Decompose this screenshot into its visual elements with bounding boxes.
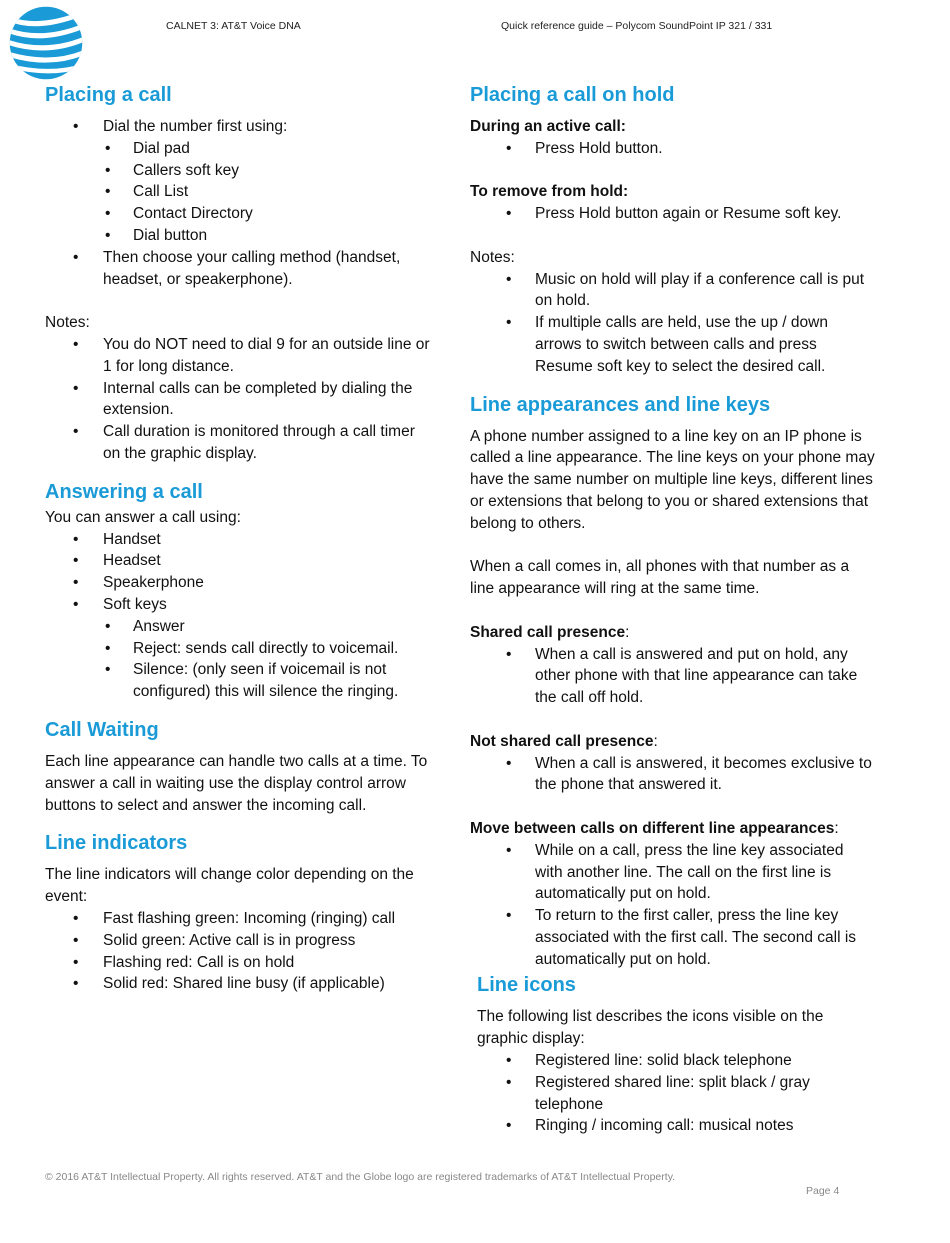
section-call-waiting — [45, 717, 430, 816]
list-item: • Soft keys — [45, 594, 430, 616]
shared-presence-label — [470, 622, 875, 644]
list-item: • Ringing / incoming call: musical notes — [470, 1115, 875, 1137]
section-line-indicators — [45, 830, 430, 995]
indicators-intro: The line indicators will change color depending on the event: — [45, 866, 414, 906]
list-item: • When a call is answered, it becomes exclusive to the phone that answered it. — [470, 753, 875, 797]
header-title: CALNET 3: AT&T Voice DNA — [166, 20, 301, 32]
notes-label: Notes: — [470, 248, 515, 266]
appearances-paragraph-2: When a call comes in, all phones with that number as a line appearance will ring at the same time. — [470, 558, 850, 598]
colon: : — [834, 819, 839, 837]
list-item: • Solid green: Active call is in progress — [45, 930, 430, 952]
not-shared-presence-title: Not shared call presence — [470, 732, 654, 750]
soft-key-options — [45, 616, 430, 703]
list-item: • Dial button — [45, 225, 430, 247]
placing-steps — [45, 116, 430, 138]
list-item: • To return to the first caller, press the line key associated with the first call. The second call is automatically put on hold. — [470, 905, 875, 970]
call-waiting-text: Each line appearance can handle two calls at a time. To answer a call in waiting use the display control arrow buttons to select and answer the incoming call. — [45, 752, 428, 814]
colon: : — [653, 732, 658, 750]
list-item: • Internal calls can be completed by dialing the extension. — [45, 378, 430, 422]
list-item: • Then choose your calling method (handset, headset, or speakerphone). — [45, 247, 430, 291]
att-globe-icon — [9, 6, 83, 80]
heading-placing-a-call-on-hold: Placing a call on hold — [470, 84, 675, 106]
list-item: • Silence: (only seen if voicemail is not configured) this will silence the ringing. — [45, 659, 430, 703]
list-item: • Dial the number first using: — [45, 116, 430, 138]
move-between-calls-list — [470, 840, 875, 971]
icons-intro: The following list describes the icons visible on the graphic display: — [477, 1008, 824, 1048]
right-column — [470, 82, 875, 1151]
remove-hold-steps — [470, 203, 875, 225]
answer-methods — [45, 529, 430, 616]
list-item: • While on a call, press the line key associated with another line. The call on the first line is automatically put on hold. — [470, 840, 875, 905]
heading-placing-a-call: Placing a call — [45, 84, 172, 106]
colon: : — [625, 623, 630, 641]
list-item: • Press Hold button again or Resume soft key. — [470, 203, 875, 225]
list-item: • Music on hold will play if a conference call is put on hold. — [470, 269, 875, 313]
section-answering-a-call — [45, 479, 430, 703]
active-call-steps — [470, 138, 875, 160]
active-call-label: During an active call: — [470, 118, 626, 135]
dial-methods — [45, 138, 430, 247]
section-placing-a-call-on-hold — [470, 82, 875, 378]
move-between-calls-title: Move between calls on different line appearances — [470, 819, 835, 837]
heading-line-indicators: Line indicators — [45, 832, 188, 855]
move-between-calls-label — [470, 818, 875, 840]
list-item: • If multiple calls are held, use the up / down arrows to switch between calls and press Resume soft key to select the desired call. — [470, 312, 875, 377]
heading-line-icons: Line icons — [477, 974, 576, 997]
appearances-paragraph-1: A phone number assigned to a line key on an IP phone is called a line appearance. The line keys on your phone may have the same number on multiple line keys, different lines or extensions that belong to you or shared extensions that belong to others. — [470, 427, 875, 532]
list-item: • Flashing red: Call is on hold — [45, 952, 430, 974]
list-item: • Call duration is monitored through a call timer on the graphic display. — [45, 421, 430, 465]
indicator-list — [45, 908, 430, 995]
list-item: • Speakerphone — [45, 572, 430, 594]
list-item: • When a call is answered and put on hold, any other phone with that line appearance can take the call off hold. — [470, 644, 875, 709]
list-item: • You do NOT need to dial 9 for an outside line or 1 for long distance. — [45, 334, 430, 378]
shared-presence-title: Shared call presence — [470, 623, 626, 641]
list-item: • Press Hold button. — [470, 138, 875, 160]
list-item: • Registered shared line: split black / gray telephone — [470, 1072, 875, 1116]
icon-list — [470, 1050, 875, 1137]
heading-line-appearances: Line appearances and line keys — [470, 393, 771, 416]
hold-notes — [470, 269, 875, 378]
header-guide-title: Quick reference guide – Polycom SoundPoint IP 321 / 331 — [501, 20, 773, 32]
copyright-footer: © 2016 AT&T Intellectual Property. All rights reserved. AT&T and the Globe logo are registered trademarks of AT&T Intellectual Property. — [45, 1171, 676, 1183]
list-item: • Answer — [45, 616, 430, 638]
list-item: • Solid red: Shared line busy (if applicable) — [45, 973, 430, 995]
left-column — [45, 82, 430, 1009]
not-shared-presence-list — [470, 753, 875, 797]
page-number: Page 4 — [806, 1185, 840, 1197]
list-item: • Reject: sends call directly to voicemail. — [45, 638, 430, 660]
remove-hold-label: To remove from hold: — [470, 183, 629, 201]
answering-intro: You can answer a call using: — [45, 508, 241, 526]
list-item: • Call List — [45, 181, 430, 203]
heading-call-waiting: Call Waiting — [45, 718, 159, 741]
placing-notes — [45, 334, 430, 465]
heading-answering-a-call: Answering a call — [45, 480, 203, 503]
list-item: • Dial pad — [45, 138, 430, 160]
list-item: • Handset — [45, 529, 430, 551]
list-item: • Contact Directory — [45, 203, 430, 225]
section-line-icons — [477, 972, 875, 1137]
section-line-appearances — [470, 392, 875, 971]
not-shared-presence-label — [470, 731, 875, 753]
list-item: • Headset — [45, 550, 430, 572]
list-item: • Fast flashing green: Incoming (ringing) call — [45, 908, 430, 930]
list-item: • Registered line: solid black telephone — [470, 1050, 875, 1072]
section-placing-a-call — [45, 82, 430, 465]
placing-steps-2 — [45, 247, 430, 291]
list-item: • Callers soft key — [45, 160, 430, 182]
shared-presence-list — [470, 644, 875, 709]
notes-label: Notes: — [45, 314, 90, 332]
